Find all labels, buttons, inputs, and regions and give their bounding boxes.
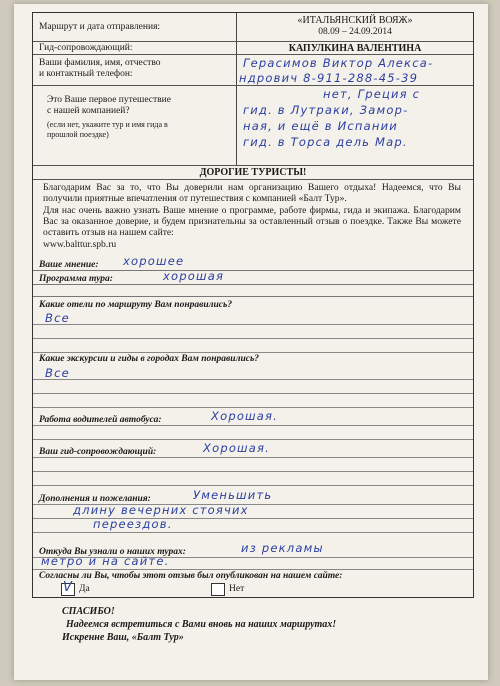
first-trip-hint-2: прошлой поездке) bbox=[47, 130, 109, 139]
check-mark-icon: V bbox=[63, 580, 72, 595]
feedback-form-sheet bbox=[14, 4, 488, 680]
excursions-label: Какие экскурсии и гиды в городах Вам понравились? bbox=[39, 354, 260, 364]
site-link[interactable]: www.balttur.spb.ru bbox=[43, 239, 117, 250]
first-trip-handwriting-2: гид. в Лутраки, Замор- bbox=[243, 103, 409, 117]
guide-label: Гид-сопровождающий: bbox=[39, 43, 133, 53]
impression-label: Ваше мнение: bbox=[39, 260, 99, 270]
source-handwriting-2: метро и на сайте. bbox=[41, 554, 170, 568]
consent-no-label: Нет bbox=[229, 584, 245, 594]
wishes-handwriting-3: переездов. bbox=[93, 517, 173, 531]
tour-dates: 08.09 – 24.09.2014 bbox=[318, 27, 392, 37]
guide-handwriting: Хорошая. bbox=[203, 441, 270, 455]
drivers-handwriting: Хорошая. bbox=[211, 409, 278, 423]
contact-label: Ваши фамилия, имя, отчество bbox=[39, 58, 161, 68]
program-label: Программа тура: bbox=[39, 274, 113, 284]
consent-no-checkbox[interactable] bbox=[211, 583, 225, 596]
guide-name: КАПУЛКИНА ВАЛЕНТИНА bbox=[288, 43, 422, 54]
first-trip-handwriting-4: гид. в Торса дель Мар. bbox=[243, 135, 408, 149]
source-handwriting-1: из рекламы bbox=[241, 541, 324, 555]
first-trip-label: Это Ваше первое путешествие bbox=[47, 95, 171, 105]
intro-paragraph-1: Благодарим Вас за то, что Вы доверили нам организацию Вашего отдыха! Надеемся, что Вы получили приятные впечатления от путешествия с компанией «Балт Тур». bbox=[43, 182, 461, 205]
contact-label-2: и контактный телефон: bbox=[39, 69, 133, 79]
source-label: Откуда Вы узнали о наших турах: bbox=[39, 547, 186, 557]
guide-label-question: Ваш гид-сопровождающий: bbox=[39, 447, 157, 457]
wishes-handwriting-2: длину вечерних стоячих bbox=[73, 503, 249, 517]
first-trip-handwriting-1: нет, Греция с bbox=[323, 87, 421, 101]
contact-handwriting-1: Герасимов Виктор Алекса- bbox=[243, 56, 434, 70]
impression-handwriting: хорошее bbox=[123, 254, 185, 268]
first-trip-handwriting-3: ная, и ещё в Испании bbox=[243, 119, 398, 133]
hotels-label: Какие отели по маршруту Вам понравились? bbox=[39, 300, 233, 310]
wishes-handwriting-1: Уменьшить bbox=[193, 488, 273, 502]
intro-paragraph-2: Для нас очень важно узнать Ваше мнение о программе, работе фирмы, гида и экипажа. Благодарим Вас за оказанное доверие, и будем признательны за оставленный отзыв о поездке. Также Вы можете оставить отзыв на нашем сайте: bbox=[43, 205, 461, 239]
contact-handwriting-2: ндрович 8-911-288-45-39 bbox=[239, 71, 419, 85]
consent-label: Согласны ли Вы, чтобы этот отзыв был опубликован на нашем сайте: bbox=[39, 571, 343, 581]
consent-yes-label: Да bbox=[79, 584, 90, 594]
drivers-label: Работа водителей автобуса: bbox=[39, 415, 162, 425]
tour-name: «ИТАЛЬЯНСКИЙ ВОЯЖ» bbox=[297, 15, 413, 26]
footer-line-3: Искренне Ваш, «Балт Тур» bbox=[62, 632, 184, 643]
first-trip-hint: (если нет, укажите тур и имя гида в bbox=[47, 120, 168, 129]
consent-yes-checkbox[interactable] bbox=[61, 580, 75, 596]
route-label: Маршрут и дата отправления: bbox=[39, 22, 161, 32]
form-frame bbox=[32, 12, 474, 598]
first-trip-label-2: с нашей компанией? bbox=[47, 106, 130, 116]
intro-title: ДОРОГИЕ ТУРИСТЫ! bbox=[199, 167, 307, 178]
excursions-handwriting: Все bbox=[45, 366, 70, 380]
program-handwriting: хорошая bbox=[163, 269, 225, 283]
hotels-handwriting: Все bbox=[45, 311, 70, 325]
footer-thanks: СПАСИБО! bbox=[62, 606, 115, 617]
footer-line-2: Надеемся встретиться с Вами вновь на наших маршрутах! bbox=[66, 619, 337, 630]
wishes-label: Дополнения и пожелания: bbox=[39, 494, 151, 504]
